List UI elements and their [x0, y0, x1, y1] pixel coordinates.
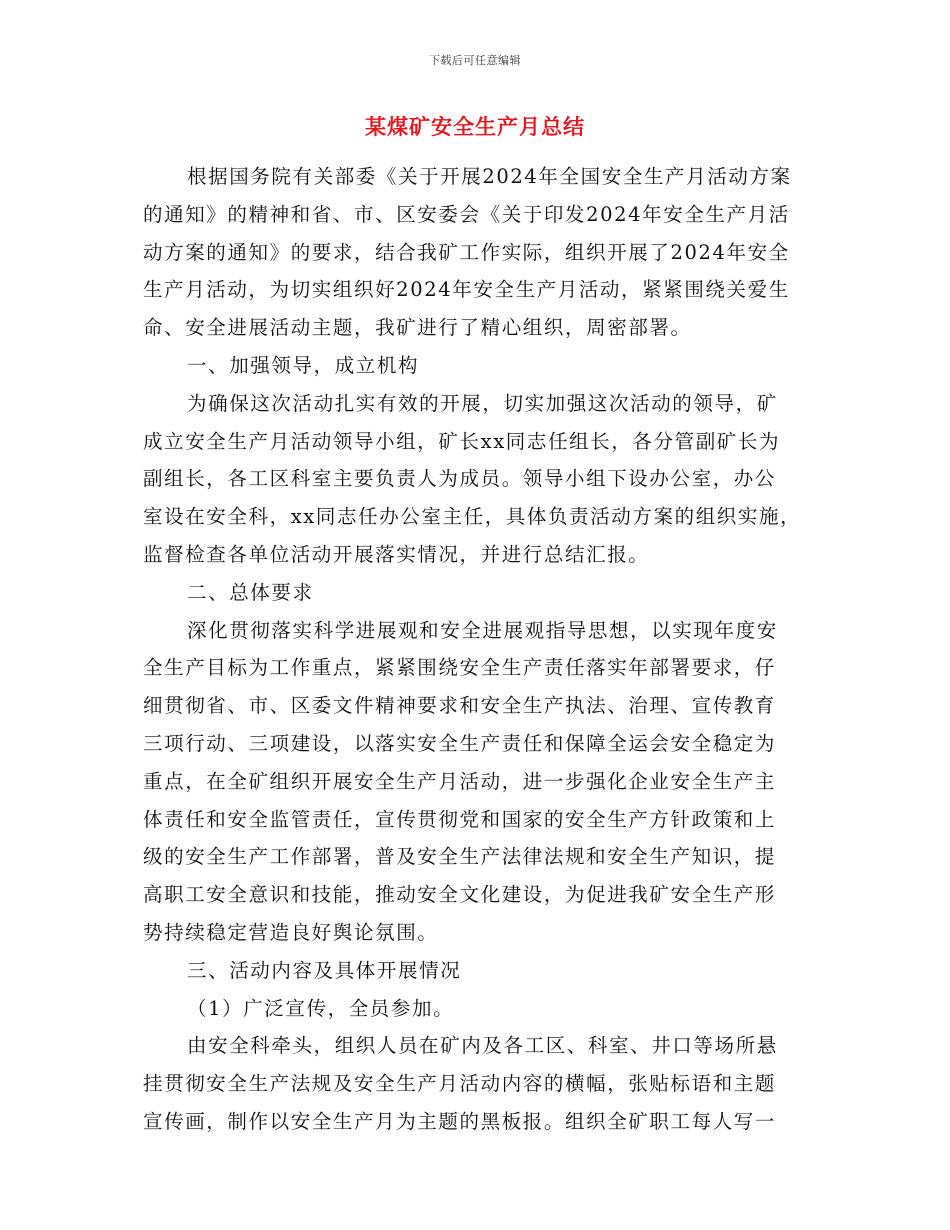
paragraph-line: 的通知》的精神和省、市、区安委会《关于印发2024年安全生产月活	[143, 202, 790, 226]
paragraph-line: 命、安全进展活动主题，我矿进行了精心组织，周密部署。	[143, 316, 692, 340]
subsection-heading: （1）广泛宣传，全员参加。	[187, 996, 455, 1020]
paragraph-line: 为确保这次活动扎实有效的开展，切实加强这次活动的领导，矿	[187, 391, 778, 415]
paragraph-line: 级的安全生产工作部署，普及安全生产法律法规和安全生产知识，提	[143, 845, 777, 869]
page-header-note: 下载后可任意编辑	[429, 54, 521, 67]
paragraph-line: 势持续稳定营造良好舆论氛围。	[143, 920, 439, 944]
paragraph-line: 监督检查各单位活动开展落实情况，并进行总结汇报。	[143, 542, 650, 566]
section-heading: 一、加强领导，成立机构	[187, 353, 420, 377]
section-heading: 三、活动内容及具体开展情况	[187, 958, 462, 982]
paragraph-line: 动方案的通知》的要求，结合我矿工作实际，组织开展了2024年安全	[143, 240, 790, 264]
paragraph-line: 三项行动、三项建设，以落实安全生产责任和保障全运会安全稳定为	[143, 731, 777, 755]
paragraph-line: 深化贯彻落实科学进展观和安全进展观指导思想，以实现年度安	[187, 618, 778, 642]
paragraph-line: 体责任和安全监管责任，宣传贯彻党和国家的安全生产方针政策和上	[143, 807, 777, 831]
section-heading: 二、总体要求	[187, 580, 314, 604]
paragraph-line: 副组长，各工区科室主要负责人为成员。领导小组下设办公室，办公	[143, 467, 777, 491]
paragraph-line: 细贯彻省、市、区委文件精神要求和安全生产执法、治理、宣传教育	[143, 694, 777, 718]
paragraph-line: 高职工安全意识和技能，推动安全文化建设，为促进我矿安全生产形	[143, 883, 777, 907]
document-title: 某煤矿安全生产月总结	[365, 114, 585, 139]
paragraph-line: 室设在安全科，xx同志任办公室主任，具体负责活动方案的组织实施，	[143, 505, 802, 529]
paragraph-line: 生产月活动，为切实组织好2024年安全生产月活动，紧紧围绕关爱生	[143, 278, 790, 302]
paragraph-line: 宣传画，制作以安全生产月为主题的黑板报。组织全矿职工每人写一	[143, 1109, 777, 1133]
paragraph-line: 重点，在全矿组织开展安全生产月活动，进一步强化企业安全生产主	[143, 769, 777, 793]
document-body	[143, 158, 810, 1141]
paragraph-line: 根据国务院有关部委《关于开展2024年全国安全生产月活动方案	[187, 165, 792, 188]
paragraph-line: 挂贯彻安全生产法规及安全生产月活动内容的横幅，张贴标语和主题	[143, 1072, 777, 1096]
paragraph-line: 成立安全生产月活动领导小组，矿长xx同志任组长，各分管副矿长为	[143, 429, 781, 453]
paragraph-line: 全生产目标为工作重点，紧紧围绕安全生产责任落实年部署要求，仔	[143, 656, 777, 680]
paragraph-line: 由安全科牵头，组织人员在矿内及各工区、科室、井口等场所悬	[187, 1034, 778, 1058]
